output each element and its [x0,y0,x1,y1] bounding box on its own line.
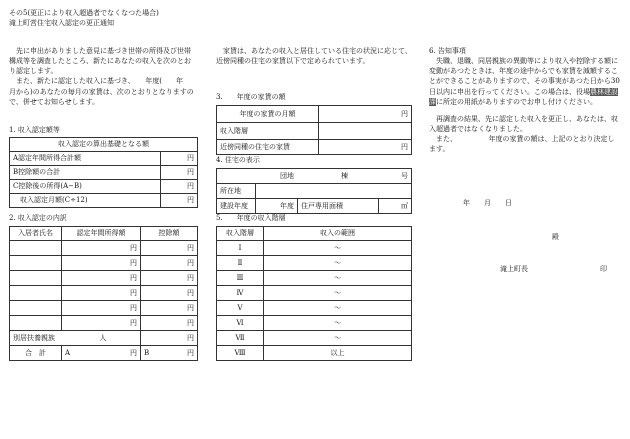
total-a-label: A [65,348,71,357]
cell-unit: 円 [130,348,137,357]
income-breakdown-table [9,226,198,361]
location-label: 所在地 [217,184,256,199]
level-cell: Ⅵ [217,316,264,331]
total-row [10,346,198,361]
dependents-unit: 人 [99,333,107,342]
level-cell: Ⅲ [217,271,264,286]
notice-paragraph [429,56,621,107]
range-cell: 〜 [264,331,412,346]
dependents-row [10,331,198,346]
range-cell: 〜 [264,241,412,256]
total-b-label: B [144,348,150,357]
area-unit: ㎡ [379,199,412,214]
cell-unit: 円 [141,286,198,301]
area-label: 住戸専用面積 [298,199,379,214]
table-row [10,286,198,301]
range-cell: 〜 [264,286,412,301]
cell-unit: 円 [62,301,141,316]
row-label: B控除額の合計 [10,166,161,180]
level-cell: Ⅰ [217,241,264,256]
table-row [10,241,198,256]
table-row [10,180,198,194]
range-cell: 〜 [264,256,412,271]
intro-paragraph: 先に申出がありました意見に基づき世帯の所得及び世帯構成等を調査したところ、新たにあなたの収入を次のとおり認定します。 [9,47,191,76]
row-label: 収入階層 [217,123,319,140]
dependents-label: 別居扶養親族 [13,333,55,342]
nendo-label: 年度 [256,199,298,214]
housing-table [216,168,412,214]
notice-text-1: 失職、退職、同居親族の異動等により収入や控除する額に変動があつたときは、年度の途中からでも家賃を減額することができることがありますので、その事実があつた日から30日以内に申出を行ってください。この場合は、役場 [429,57,620,96]
level-cell: Ⅶ [217,331,264,346]
table-row [10,152,198,166]
income-levels-table [216,226,412,361]
table-row [217,256,412,271]
table-row [217,241,412,256]
col-header: 控除額 [141,227,198,241]
table-row [217,316,412,331]
date-line: 年 月 日 [463,199,512,207]
table-row [10,256,198,271]
row-value: 円 [319,140,412,155]
seal-mark: 印 [600,265,607,273]
col-header: 認定年間所得額 [62,227,141,241]
row-value: 円 [161,166,198,180]
column-3 [429,46,621,154]
table-row [10,271,198,286]
cell-unit: 円 [62,241,141,256]
rent-table [216,105,412,155]
range-cell: 〜 [264,301,412,316]
addressee-dono: 殿 [552,233,559,241]
build-year-label: 建設年度 [217,199,256,214]
section-1-title: 1. 収入認定額等 [9,126,60,134]
range-cell: 以上 [264,346,412,361]
table-row [217,106,412,123]
cell-unit: 円 [141,241,198,256]
range-cell: 〜 [264,271,412,286]
section-4-title: 4. 住宅の表示 [216,156,260,164]
table-row [217,346,412,361]
table-row [217,140,412,155]
cell-unit: 円 [62,286,141,301]
table-row [10,166,198,180]
row-value: 円 [161,194,198,208]
table-row [10,316,198,331]
tou-label: 棟 [341,171,348,180]
row-label: C控除後の所得(A−B) [10,180,161,194]
cell-unit: 円 [141,271,198,286]
rent-rule-paragraph: 家賃は、あなたの収入と居住している住宅の状況に応じて、近傍同種の住宅の家賃以下で定められています。 [216,47,412,66]
range-cell: 〜 [264,316,412,331]
header-subtitle: その5(更正により収入超過者でなくなつた場合) [9,9,159,17]
section-3-title: 3. 年度の家賃の額 [216,93,286,101]
notice-text-2: に所定の用紙がありますのでお申し付けください。 [436,97,597,106]
column-2 [216,46,412,66]
row-value [319,123,412,140]
level-cell: Ⅱ [217,256,264,271]
section-6-title: 6. 告知事項 [429,47,466,55]
col-header: 入居者氏名 [10,227,62,241]
level-cell: Ⅳ [217,286,264,301]
section-2-title: 2. 収入認定の内訳 [9,214,67,222]
row-label: A認定年間所得合計額 [10,152,161,166]
cell-unit: 円 [62,271,141,286]
danchi-label: 団地 [280,171,294,180]
cell-unit: 円 [187,348,194,357]
income-basis-table [9,137,198,208]
table-row [217,286,412,301]
row-value: 円 [161,152,198,166]
table-row [217,301,412,316]
table-header: 収入認定の算出基礎となる額 [10,138,198,152]
section-5-title: 5. 年度の収入階層 [216,214,286,222]
total-label: 合 計 [10,346,62,361]
cell-unit: 円 [141,301,198,316]
col-header: 収入階層 [217,227,264,241]
rent-paragraph: また、新たに認定した収入に基づき、 年度( 年 月から)のあなたの毎月の家賃は、次のとおりとなりますので、併せてお知らせします。 [9,77,197,106]
table-row [217,271,412,286]
row-label: 年度の家賃の月額 [217,106,319,123]
document-header [9,8,159,28]
table-row [10,194,198,208]
department-highlight: 農林建設課 [429,87,618,106]
table-row [10,301,198,316]
row-value: 円 [161,180,198,194]
issuer-mayor: 滝上町長 [500,265,528,273]
gou-label: 号 [401,171,408,180]
level-cell: Ⅷ [217,346,264,361]
table-row [217,331,412,346]
cell-unit: 円 [141,316,198,331]
page-title: 滝上町営住宅収入認定の更正通知 [9,19,114,28]
level-cell: Ⅴ [217,301,264,316]
cell-unit: 円 [62,316,141,331]
row-label: 収入認定月額(C÷12) [10,194,161,208]
result-paragraph: 再調査の結果、先に認定した収入を更正し、あなたは、収入超過者ではなくなりました。 [429,114,618,133]
row-value: 円 [319,106,412,123]
col-header: 収入の範囲 [264,227,412,241]
column-1 [9,46,197,107]
row-label: 近傍同種の住宅の家賃 [217,140,319,155]
cell-unit: 円 [141,256,198,271]
cell-unit: 円 [141,331,198,346]
table-row [217,123,412,140]
decision-paragraph: また、 年度の家賃の額は、上記のとおり決定します。 [429,135,615,154]
cell-unit: 円 [62,256,141,271]
